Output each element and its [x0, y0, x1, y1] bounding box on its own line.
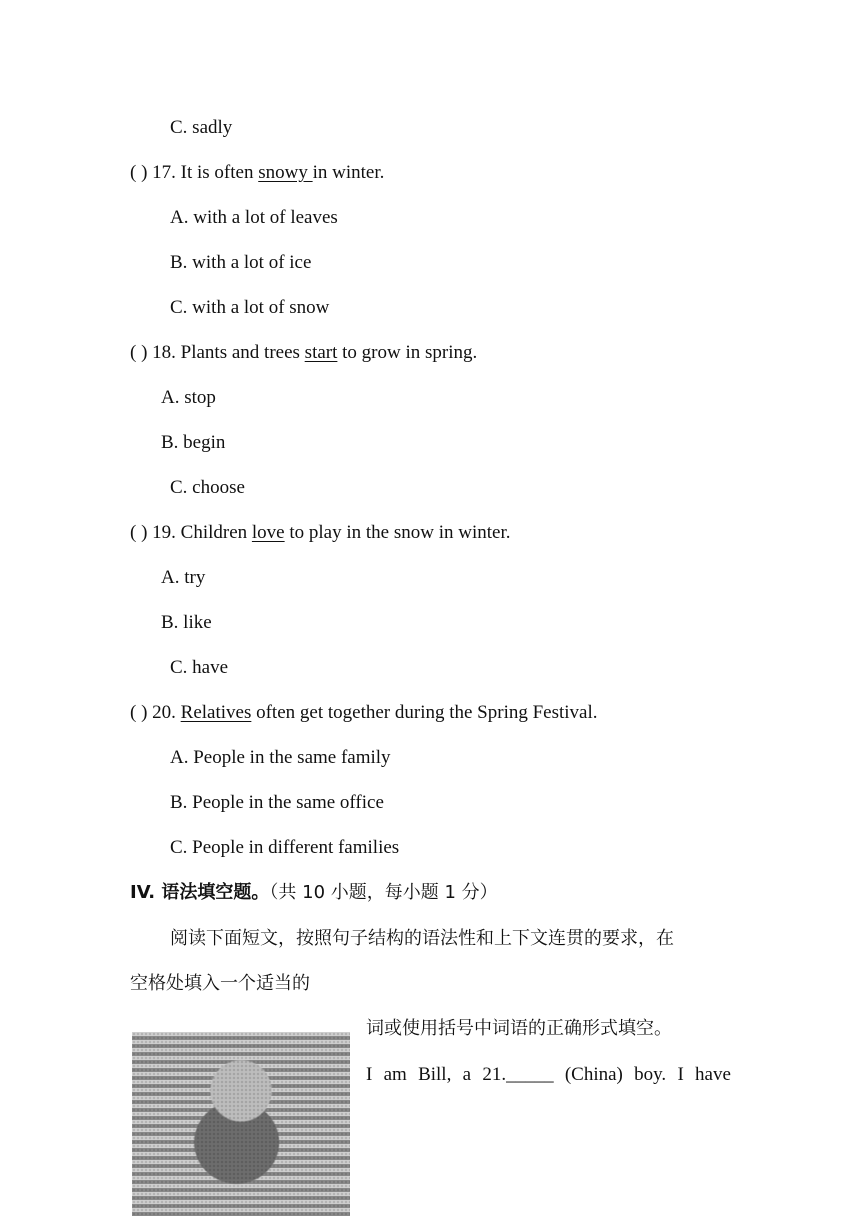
answer-bracket: ( ) — [130, 702, 148, 723]
q16-option-c: C. sadly — [170, 117, 233, 138]
passage-word: (China) — [564, 1064, 623, 1085]
q18-option-a: A. stop — [161, 387, 216, 408]
passage-word: I — [366, 1064, 373, 1085]
question-text-end: to grow in spring. — [337, 342, 478, 363]
answer-bracket: ( ) — [130, 342, 148, 363]
question-19 — [130, 521, 511, 545]
passage-word: boy. — [634, 1064, 667, 1085]
q17-option-b: B. with a lot of ice — [170, 252, 312, 273]
q20-option-c: C. People in different families — [170, 837, 400, 858]
question-text-end: in winter. — [312, 162, 385, 183]
underlined-word: snowy — [258, 162, 313, 183]
question-20 — [130, 701, 598, 725]
section-note: （共 10 小题，每小题 1 分） — [269, 882, 498, 903]
section-heading — [130, 881, 498, 905]
q19-option-b: B. like — [161, 612, 212, 633]
answer-bracket: ( ) — [130, 162, 148, 183]
q19-option-c: C. have — [170, 657, 229, 678]
underlined-word: love — [251, 522, 285, 543]
underlined-word: Relatives — [180, 702, 252, 723]
passage-word: I — [677, 1064, 684, 1085]
q17-option-a: A. with a lot of leaves — [170, 207, 338, 228]
passage-line — [366, 1063, 731, 1087]
underlined-word: start — [304, 342, 338, 363]
answer-bracket: ( ) — [130, 522, 148, 543]
q20-option-a: A. People in the same family — [170, 747, 391, 768]
question-17 — [130, 161, 384, 185]
q18-option-b: B. begin — [161, 432, 226, 453]
question-18 — [130, 341, 477, 365]
question-text-end: often get together during the Spring Festival. — [251, 702, 598, 723]
blank-21: 21._____ — [482, 1064, 554, 1085]
question-text: 19. Children — [147, 522, 252, 543]
instructions-line-1: 阅读下面短文，按照句子结构的语法性和上下文连贯的要求，在 — [170, 928, 674, 949]
instructions-line-3: 词或使用括号中词语的正确形式填空。 — [366, 1018, 672, 1039]
question-text: 20. — [147, 702, 181, 723]
passage-word: Bill, — [418, 1064, 452, 1085]
passage-word: have — [695, 1064, 731, 1085]
instructions-line-2: 空格处填入一个适当的 — [130, 973, 310, 994]
student-photo — [132, 1032, 350, 1216]
q20-option-b: B. People in the same office — [170, 792, 384, 813]
question-text: 18. Plants and trees — [147, 342, 305, 363]
section-title: IV. 语法填空题。 — [130, 882, 270, 903]
q19-option-a: A. try — [161, 567, 206, 588]
q17-option-c: C. with a lot of snow — [170, 297, 330, 318]
passage-word: am — [383, 1064, 407, 1085]
passage-word: a — [462, 1064, 472, 1085]
q18-option-c: C. choose — [170, 477, 245, 498]
question-text: 17. It is often — [147, 162, 259, 183]
question-text-end: to play in the snow in winter. — [284, 522, 511, 543]
